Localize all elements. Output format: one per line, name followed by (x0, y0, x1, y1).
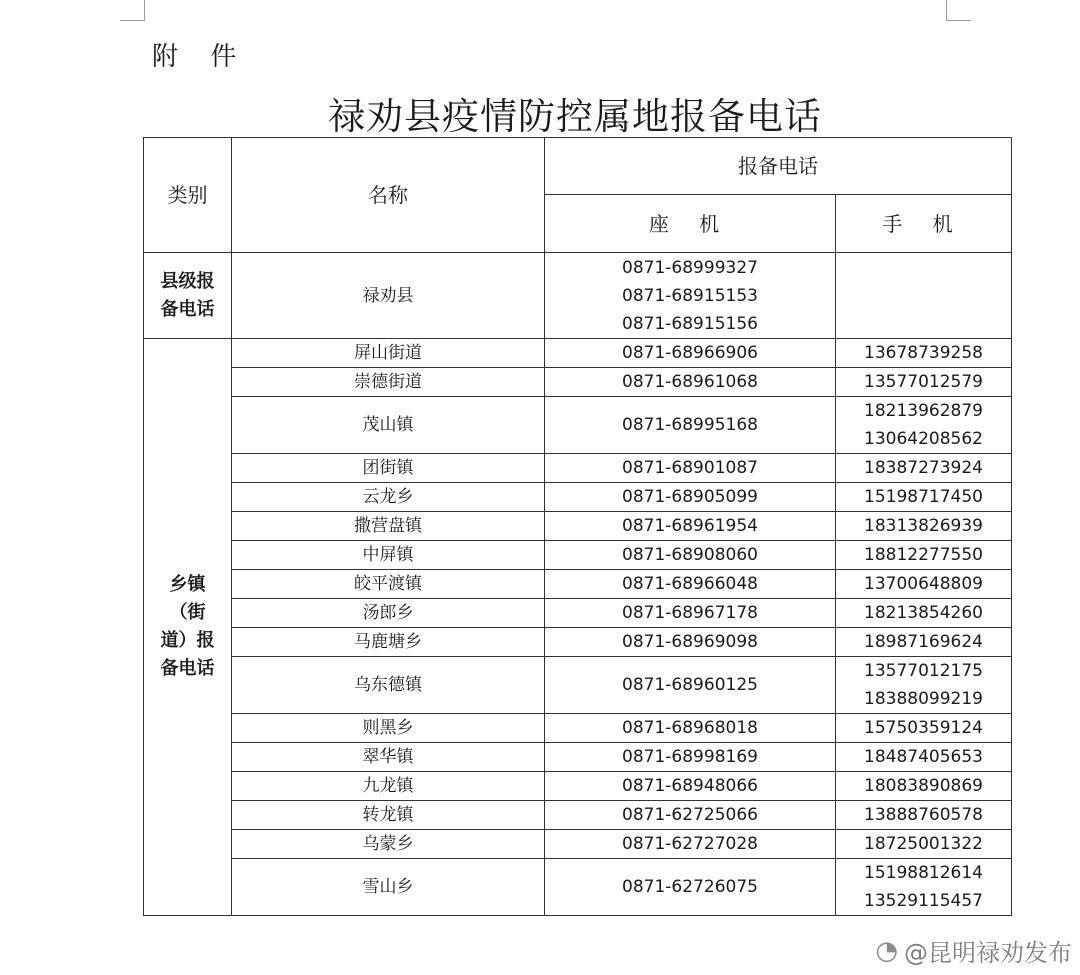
town-landline: 0871-68995168 (545, 397, 836, 454)
table-row (144, 801, 1012, 830)
town-landline: 0871-68967178 (545, 599, 836, 628)
town-mobile: 13888760578 (864, 805, 983, 825)
watermark (875, 933, 1072, 968)
town-mobile: 18083890869 (864, 776, 983, 796)
table-row (144, 483, 1012, 512)
table-row (144, 714, 1012, 743)
town-mobile: 13529115457 (864, 891, 983, 911)
town-name: 云龙乡 (232, 483, 545, 512)
town-mobiles (836, 772, 1012, 801)
county-category-label: 县级报备电话 (160, 270, 215, 320)
town-mobile: 18213854260 (864, 603, 983, 623)
town-mobile: 18812277550 (864, 545, 983, 565)
table-row (144, 368, 1012, 397)
town-name: 汤郎乡 (232, 599, 545, 628)
town-mobiles (836, 397, 1012, 454)
town-landline: 0871-68969098 (545, 628, 836, 657)
town-landline: 0871-62727028 (545, 830, 836, 859)
town-name: 中屏镇 (232, 541, 545, 570)
town-name: 乌东德镇 (232, 657, 545, 714)
table-row (144, 397, 1012, 454)
town-landline: 0871-68961954 (545, 512, 836, 541)
town-landline: 0871-62726075 (545, 859, 836, 916)
town-mobile: 15198812614 (864, 863, 983, 883)
town-mobiles (836, 570, 1012, 599)
town-landline: 0871-68901087 (545, 454, 836, 483)
watermark-text: @昆明禄劝发布 (904, 939, 1072, 967)
town-mobile: 18313826939 (864, 516, 983, 536)
county-row (144, 253, 1012, 339)
table-row (144, 628, 1012, 657)
town-landline: 0871-68948066 (545, 772, 836, 801)
town-mobiles (836, 599, 1012, 628)
town-name: 皎平渡镇 (232, 570, 545, 599)
town-name: 转龙镇 (232, 801, 545, 830)
town-mobiles (836, 628, 1012, 657)
header-category: 类别 (144, 138, 232, 253)
town-name: 团街镇 (232, 454, 545, 483)
page-corner-mark-right (946, 0, 971, 21)
town-mobile: 18725001322 (864, 834, 983, 854)
town-mobiles (836, 339, 1012, 368)
town-mobile: 13577012579 (864, 372, 983, 392)
town-mobiles (836, 714, 1012, 743)
town-mobile: 15750359124 (864, 718, 983, 738)
town-mobile: 13678739258 (864, 343, 983, 363)
town-landline: 0871-68998169 (545, 743, 836, 772)
town-mobiles (836, 483, 1012, 512)
town-mobile: 13700648809 (864, 574, 983, 594)
town-name: 茂山镇 (232, 397, 545, 454)
town-mobiles (836, 368, 1012, 397)
town-name: 雪山乡 (232, 859, 545, 916)
table-row (144, 599, 1012, 628)
town-mobile: 15198717450 (864, 487, 983, 507)
county-category (144, 253, 232, 339)
table-row (144, 570, 1012, 599)
table-row (144, 454, 1012, 483)
document-title: 禄劝县疫情防控属地报备电话 (328, 95, 822, 138)
town-mobile: 18987169624 (864, 632, 983, 652)
table-row (144, 859, 1012, 916)
header-phones: 报备电话 (545, 138, 1012, 195)
table-row (144, 339, 1012, 368)
town-landline: 0871-62725066 (545, 801, 836, 830)
town-name: 乌蒙乡 (232, 830, 545, 859)
town-name: 崇德街道 (232, 368, 545, 397)
table-row (144, 541, 1012, 570)
table-row (144, 830, 1012, 859)
towns-category-label: 乡镇（街道）报备电话 (160, 574, 215, 679)
county-landlines (545, 253, 836, 339)
county-mobile (836, 253, 1012, 339)
table-row (144, 743, 1012, 772)
town-landline: 0871-68961068 (545, 368, 836, 397)
header-name: 名称 (232, 138, 545, 253)
county-landline: 0871-68999327 (622, 257, 758, 278)
town-name: 屏山街道 (232, 339, 545, 368)
phone-table (143, 137, 1012, 916)
town-name: 九龙镇 (232, 772, 545, 801)
towns-category (144, 339, 232, 916)
town-name: 马鹿塘乡 (232, 628, 545, 657)
town-mobiles (836, 801, 1012, 830)
town-name: 翠华镇 (232, 743, 545, 772)
town-landline: 0871-68968018 (545, 714, 836, 743)
town-name: 撒营盘镇 (232, 512, 545, 541)
town-mobile: 18388099219 (864, 689, 983, 709)
town-landline: 0871-68966906 (545, 339, 836, 368)
county-landline: 0871-68915156 (622, 313, 758, 334)
town-landline: 0871-68960125 (545, 657, 836, 714)
town-mobiles (836, 743, 1012, 772)
town-mobiles (836, 454, 1012, 483)
town-mobiles (836, 541, 1012, 570)
table-row (144, 772, 1012, 801)
town-mobiles (836, 657, 1012, 714)
weibo-logo-icon: ◔ (875, 935, 898, 966)
town-mobile: 18213962879 (864, 401, 983, 421)
attachment-label: 附 件 (152, 42, 249, 72)
table-row (144, 512, 1012, 541)
page-corner-mark-left (120, 0, 145, 21)
town-name: 则黑乡 (232, 714, 545, 743)
town-mobile: 18487405653 (864, 747, 983, 767)
town-mobiles (836, 830, 1012, 859)
county-name: 禄劝县 (232, 253, 545, 339)
town-landline: 0871-68905099 (545, 483, 836, 512)
town-landline: 0871-68908060 (545, 541, 836, 570)
town-mobile: 18387273924 (864, 458, 983, 478)
town-landline: 0871-68966048 (545, 570, 836, 599)
town-mobiles (836, 859, 1012, 916)
table-row (144, 657, 1012, 714)
town-mobile: 13064208562 (864, 429, 983, 449)
town-mobile: 13577012175 (864, 661, 983, 681)
header-mobile: 手 机 (836, 195, 1012, 253)
town-mobiles (836, 512, 1012, 541)
county-landline: 0871-68915153 (622, 285, 758, 306)
header-landline: 座 机 (545, 195, 836, 253)
